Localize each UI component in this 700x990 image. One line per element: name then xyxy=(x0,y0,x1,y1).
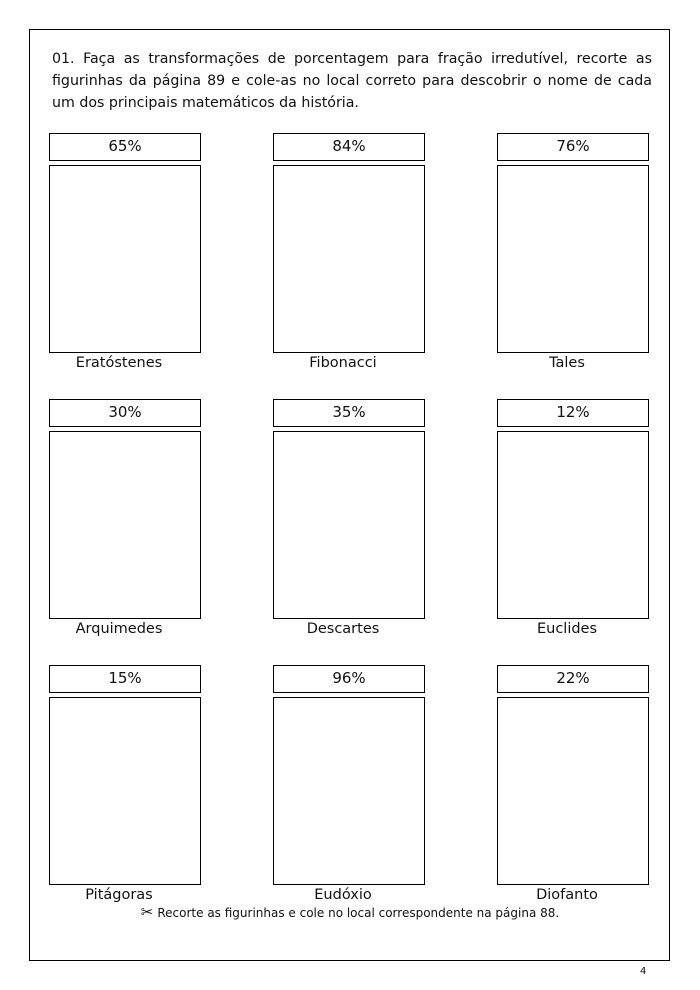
sticker-slot[interactable] xyxy=(49,431,201,619)
mathematician-name: Eratóstenes xyxy=(75,355,163,371)
mathematician-name: Fibonacci xyxy=(309,355,377,371)
sticker-slot[interactable] xyxy=(49,165,201,353)
cut-instruction xyxy=(0,903,700,921)
percent-box: 76% xyxy=(497,133,649,161)
sticker-slot[interactable] xyxy=(497,697,649,885)
sticker-slot[interactable] xyxy=(273,165,425,353)
card-5 xyxy=(273,399,425,665)
mathematician-name: Diofanto xyxy=(536,887,598,903)
sticker-slot[interactable] xyxy=(497,165,649,353)
card-8 xyxy=(273,665,425,901)
percent-box: 35% xyxy=(273,399,425,427)
cut-instruction-text: Recorte as figurinhas e cole no local correspondente na página 88. xyxy=(157,906,560,920)
mathematician-name: Euclides xyxy=(536,621,598,637)
percent-box: 30% xyxy=(49,399,201,427)
percent-box: 84% xyxy=(273,133,425,161)
card-7 xyxy=(49,665,201,901)
sticker-slot[interactable] xyxy=(273,697,425,885)
mathematician-name: Pitágoras xyxy=(85,887,153,903)
page-number: 4 xyxy=(640,966,647,977)
percent-box: 15% xyxy=(49,665,201,693)
sticker-slot[interactable] xyxy=(273,431,425,619)
card-9 xyxy=(497,665,649,901)
exercise-instruction: 01. Faça as transformações de porcentagem para fração irredutível, recorte as figurinhas da página 89 e cole-as no local correto para descobrir o nome de cada um dos principais matemáticos da história. xyxy=(52,51,652,111)
mathematician-name: Arquimedes xyxy=(75,621,163,637)
percent-box: 96% xyxy=(273,665,425,693)
card-6 xyxy=(497,399,649,665)
scissors-icon: ✂ xyxy=(140,903,154,921)
sticker-slot[interactable] xyxy=(49,697,201,885)
card-4 xyxy=(49,399,201,665)
percent-box: 65% xyxy=(49,133,201,161)
card-1 xyxy=(49,133,201,399)
card-3 xyxy=(497,133,649,399)
mathematician-name: Tales xyxy=(549,355,585,371)
percent-box: 12% xyxy=(497,399,649,427)
sticker-slot[interactable] xyxy=(497,431,649,619)
mathematician-name: Eudóxio xyxy=(314,887,372,903)
percent-box: 22% xyxy=(497,665,649,693)
card-2 xyxy=(273,133,425,399)
sticker-grid xyxy=(49,133,651,901)
mathematician-name: Descartes xyxy=(306,621,380,637)
